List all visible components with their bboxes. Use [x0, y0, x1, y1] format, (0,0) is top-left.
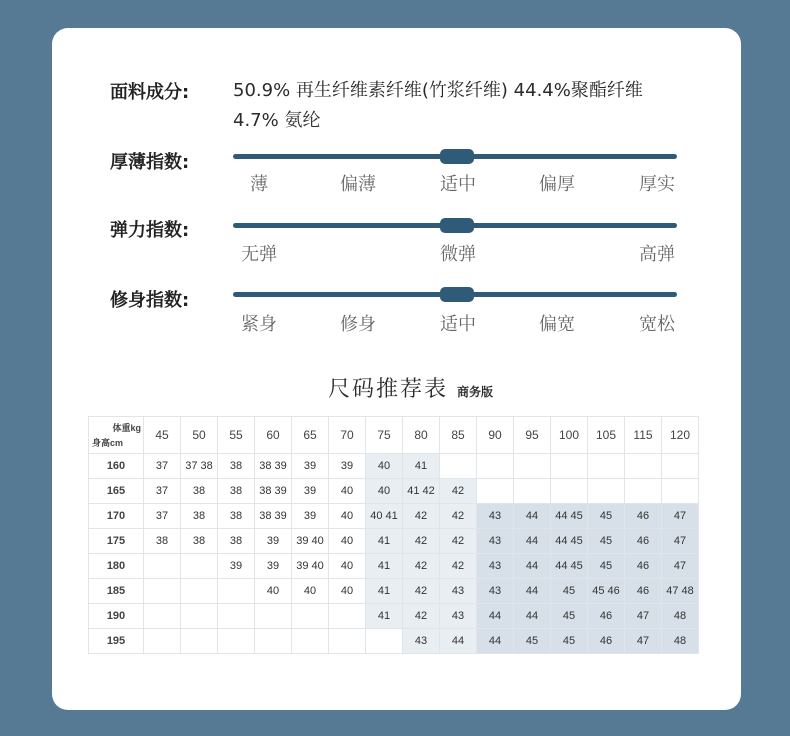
- thickness-scale: [233, 154, 677, 159]
- size-cell: 45: [514, 629, 551, 654]
- size-cell: [477, 454, 514, 479]
- size-cell: 46: [588, 604, 625, 629]
- size-cell: 48: [662, 604, 699, 629]
- size-cell: 41: [366, 529, 403, 554]
- height-header-cell: 160: [89, 454, 144, 479]
- height-header-cell: 180: [89, 554, 144, 579]
- weight-header-cell: 55: [218, 417, 255, 454]
- size-cell: [292, 604, 329, 629]
- size-cell: 45: [551, 629, 588, 654]
- size-cell: 38 39: [255, 504, 292, 529]
- size-cell: 43: [477, 529, 514, 554]
- size-cell: [144, 554, 181, 579]
- size-cell: 47: [662, 554, 699, 579]
- table-row: [89, 504, 699, 529]
- size-cell: 42: [440, 554, 477, 579]
- size-cell: [144, 579, 181, 604]
- size-cell: 44: [514, 579, 551, 604]
- fit-tick-4: 偏宽: [539, 314, 575, 335]
- size-cell: [662, 454, 699, 479]
- weight-header-cell: 80: [403, 417, 440, 454]
- size-cell: 42: [403, 529, 440, 554]
- size-cell: 38: [218, 454, 255, 479]
- size-cell: 40: [329, 479, 366, 504]
- size-cell: 39: [292, 454, 329, 479]
- thickness-tick-2: 偏薄: [340, 174, 376, 195]
- weight-header-cell: 120: [662, 417, 699, 454]
- weight-header-cell: 45: [144, 417, 181, 454]
- weight-axis-label: 体重kg: [112, 423, 141, 433]
- size-cell: [625, 479, 662, 504]
- size-cell: 43: [477, 579, 514, 604]
- size-cell: 40 41: [366, 504, 403, 529]
- size-cell: 47: [625, 604, 662, 629]
- size-cell: 38: [218, 479, 255, 504]
- fabric-composition: [233, 76, 703, 136]
- size-table-title-text: 尺码推荐表: [328, 377, 449, 402]
- size-cell: 37: [144, 504, 181, 529]
- size-cell: 39: [218, 554, 255, 579]
- weight-header-cell: 50: [181, 417, 218, 454]
- size-cell: [625, 454, 662, 479]
- thickness-tick-1: 薄: [250, 174, 268, 195]
- table-corner-cell: [89, 417, 144, 454]
- elasticity-scale: [233, 223, 677, 228]
- size-cell: 39: [255, 529, 292, 554]
- size-cell: 39 40: [292, 529, 329, 554]
- weight-header-cell: 95: [514, 417, 551, 454]
- height-header-cell: 165: [89, 479, 144, 504]
- size-cell: 46: [625, 529, 662, 554]
- weight-header-cell: 85: [440, 417, 477, 454]
- fit-indicator: [440, 287, 474, 302]
- size-cell: [662, 479, 699, 504]
- size-cell: 37 38: [181, 454, 218, 479]
- height-header-cell: 185: [89, 579, 144, 604]
- fit-tick-3: 适中: [440, 314, 476, 335]
- size-cell: 41: [403, 454, 440, 479]
- size-cell: 40: [366, 479, 403, 504]
- fit-scale: [233, 292, 677, 297]
- size-cell: 44 45: [551, 529, 588, 554]
- fabric-line-1: 50.9% 再生纤维素纤维(竹浆纤维) 44.4%聚酯纤维: [233, 80, 643, 101]
- product-info-card: [52, 28, 741, 710]
- weight-header-cell: 105: [588, 417, 625, 454]
- weight-header-cell: 90: [477, 417, 514, 454]
- elasticity-tick-2: 微弹: [440, 244, 476, 265]
- size-cell: [329, 629, 366, 654]
- size-cell: 44: [477, 604, 514, 629]
- size-cell: 38: [181, 479, 218, 504]
- size-cell: 47: [662, 529, 699, 554]
- size-cell: 45: [588, 504, 625, 529]
- size-cell: 45: [588, 529, 625, 554]
- size-cell: 47 48: [662, 579, 699, 604]
- table-row: [89, 454, 699, 479]
- size-cell: 40: [329, 579, 366, 604]
- size-cell: 38: [144, 529, 181, 554]
- size-cell: 46: [625, 579, 662, 604]
- size-cell: [551, 479, 588, 504]
- height-header-cell: 190: [89, 604, 144, 629]
- size-cell: 42: [403, 579, 440, 604]
- size-cell: 38 39: [255, 454, 292, 479]
- size-cell: 46: [625, 504, 662, 529]
- size-cell: 41: [366, 554, 403, 579]
- size-table-subtitle: 商务版: [457, 385, 494, 399]
- size-cell: 38: [181, 504, 218, 529]
- size-cell: [218, 629, 255, 654]
- height-header-cell: 195: [89, 629, 144, 654]
- size-cell: 41 42: [403, 479, 440, 504]
- size-cell: 44: [440, 629, 477, 654]
- size-cell: 39 40: [292, 554, 329, 579]
- size-cell: [588, 479, 625, 504]
- fit-tick-5: 宽松: [639, 314, 675, 335]
- table-row: [89, 604, 699, 629]
- size-cell: 47: [662, 504, 699, 529]
- size-cell: 42: [403, 554, 440, 579]
- size-cell: [144, 604, 181, 629]
- size-cell: [181, 629, 218, 654]
- fit-label: 修身指数:: [110, 290, 190, 311]
- size-cell: 43: [477, 554, 514, 579]
- weight-header-cell: 75: [366, 417, 403, 454]
- size-cell: 42: [440, 529, 477, 554]
- size-cell: 41: [366, 604, 403, 629]
- size-cell: 37: [144, 479, 181, 504]
- fabric-label: 面料成分:: [110, 82, 190, 103]
- size-cell: 41: [366, 579, 403, 604]
- height-axis-label: 身高cm: [92, 438, 124, 448]
- size-cell: 38: [218, 529, 255, 554]
- size-cell: 40: [329, 529, 366, 554]
- size-cell: 40: [366, 454, 403, 479]
- size-cell: 42: [440, 504, 477, 529]
- weight-header-cell: 115: [625, 417, 662, 454]
- fit-tick-2: 修身: [340, 314, 376, 335]
- thickness-indicator: [440, 149, 474, 164]
- size-cell: 39: [329, 454, 366, 479]
- thickness-tick-3: 适中: [440, 174, 476, 195]
- size-cell: [477, 479, 514, 504]
- size-recommendation-table: [88, 416, 699, 654]
- weight-header-cell: 100: [551, 417, 588, 454]
- size-cell: 38: [218, 504, 255, 529]
- size-cell: [255, 629, 292, 654]
- height-header-cell: 170: [89, 504, 144, 529]
- size-cell: 45 46: [588, 579, 625, 604]
- weight-header-cell: 70: [329, 417, 366, 454]
- size-cell: 48: [662, 629, 699, 654]
- size-cell: 42: [403, 604, 440, 629]
- size-cell: 44 45: [551, 504, 588, 529]
- size-cell: 37: [144, 454, 181, 479]
- size-cell: [181, 579, 218, 604]
- size-cell: [440, 454, 477, 479]
- size-cell: [514, 454, 551, 479]
- size-cell: 46: [625, 554, 662, 579]
- size-cell: 44: [514, 554, 551, 579]
- table-row: [89, 529, 699, 554]
- elasticity-indicator: [440, 218, 474, 233]
- size-cell: 39: [255, 554, 292, 579]
- fabric-line-2: 4.7% 氨纶: [233, 110, 321, 131]
- size-cell: [588, 454, 625, 479]
- size-cell: 43: [403, 629, 440, 654]
- thickness-tick-5: 厚实: [639, 174, 675, 195]
- size-cell: 40: [292, 579, 329, 604]
- size-cell: [218, 579, 255, 604]
- size-cell: 39: [292, 504, 329, 529]
- thickness-tick-4: 偏厚: [539, 174, 575, 195]
- size-cell: 42: [403, 504, 440, 529]
- fit-tick-1: 紧身: [241, 314, 277, 335]
- size-cell: 47: [625, 629, 662, 654]
- size-cell: 43: [477, 504, 514, 529]
- height-header-cell: 175: [89, 529, 144, 554]
- size-cell: [329, 604, 366, 629]
- weight-header-cell: 65: [292, 417, 329, 454]
- size-cell: 45: [551, 604, 588, 629]
- weight-header-cell: 60: [255, 417, 292, 454]
- size-cell: 40: [329, 554, 366, 579]
- size-cell: 44: [514, 504, 551, 529]
- size-cell: [551, 454, 588, 479]
- size-cell: 40: [329, 504, 366, 529]
- size-cell: 44: [514, 529, 551, 554]
- thickness-label: 厚薄指数:: [110, 152, 190, 173]
- size-cell: 39: [292, 479, 329, 504]
- table-row: [89, 554, 699, 579]
- size-cell: 44: [477, 629, 514, 654]
- size-cell: [144, 629, 181, 654]
- size-cell: 45: [551, 579, 588, 604]
- size-cell: [255, 604, 292, 629]
- size-table-title: [328, 372, 493, 403]
- size-cell: 38: [181, 529, 218, 554]
- size-cell: 40: [255, 579, 292, 604]
- table-header-row: [89, 417, 699, 454]
- size-cell: 44: [514, 604, 551, 629]
- size-cell: [218, 604, 255, 629]
- size-cell: [366, 629, 403, 654]
- table-row: [89, 629, 699, 654]
- size-cell: 38 39: [255, 479, 292, 504]
- size-cell: [292, 629, 329, 654]
- size-cell: [181, 604, 218, 629]
- size-cell: [181, 554, 218, 579]
- size-cell: 43: [440, 604, 477, 629]
- size-cell: 45: [588, 554, 625, 579]
- elasticity-tick-3: 高弹: [639, 244, 675, 265]
- size-cell: [514, 479, 551, 504]
- table-row: [89, 579, 699, 604]
- size-cell: 44 45: [551, 554, 588, 579]
- table-row: [89, 479, 699, 504]
- elasticity-tick-1: 无弹: [241, 244, 277, 265]
- size-cell: 42: [440, 479, 477, 504]
- elasticity-label: 弹力指数:: [110, 220, 190, 241]
- size-cell: 43: [440, 579, 477, 604]
- size-cell: 46: [588, 629, 625, 654]
